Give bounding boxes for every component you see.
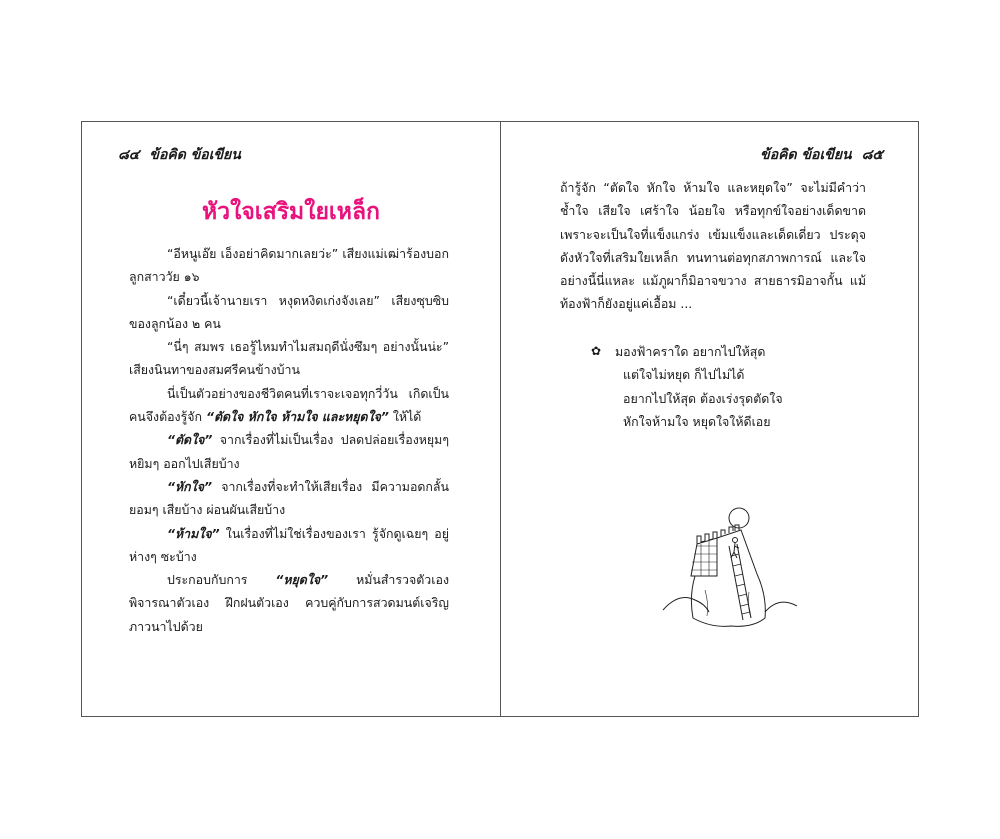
right-page-header bbox=[760, 144, 883, 166]
poem-line: หักใจห้ามใจ หยุดใจให้ดีเอย bbox=[623, 413, 771, 429]
flower-bullet-icon: ✿ bbox=[591, 344, 602, 358]
left-running-title: ข้อคิด ข้อเขียน bbox=[149, 147, 241, 163]
left-page bbox=[82, 122, 500, 716]
right-page-body bbox=[560, 176, 866, 316]
paragraph bbox=[129, 475, 449, 522]
paragraph bbox=[129, 382, 449, 429]
left-page-body bbox=[129, 242, 449, 638]
chapter-title: หัวใจเสริมใยเหล็ก bbox=[202, 199, 380, 225]
paragraph bbox=[129, 568, 449, 638]
paragraph bbox=[129, 522, 449, 569]
paragraph: “นี่ๆ สมพร เธอรู้ไหมทำไมสมฤดีนั่งซึมๆ อย่างนั้นน่ะ” เสียงนินทาของสมศรีคนข้างบ้าน bbox=[129, 339, 449, 378]
emphasis: “ห้ามใจ” bbox=[167, 525, 220, 541]
paragraph-text: หมั่นสำรวจตัวเอง พิจารณาตัวเอง ฝึกฝนตัวเอง ควบคู่กับการสวดมนต์เจริญภาวนาไปด้วย bbox=[129, 572, 449, 634]
paragraph: “เดี๋ยวนี้เจ้านายเรา หงุดหงิดเก่งจังเลย” เสียงซุบซิบของลูกน้อง ๒ คน bbox=[129, 292, 449, 331]
poem-line: อยากไปให้สุด ต้องเร่งรุดตัดใจ bbox=[623, 390, 783, 406]
paragraph-text: นี่เป็นตัวอย่างของชีวิตคนที่เราจะเจอทุกวี่วัน เกิดเป็นคนจึงต้องรู้จัก bbox=[129, 385, 449, 425]
paragraph-text: จากเรื่องที่ไม่เป็นเรื่อง ปลดปล่อยเรื่องหยุมๆ หยิมๆ ออกไปเสียบ้าง bbox=[129, 432, 449, 471]
emphasis: “หักใจ” bbox=[167, 478, 212, 494]
poem-line: แต่ใจไม่หยุด ก็ไปไม่ได้ bbox=[623, 367, 745, 383]
emphasis: “ตัดใจ” bbox=[167, 432, 213, 448]
right-running-title: ข้อคิด ข้อเขียน bbox=[760, 147, 852, 163]
emphasis: “หยุดใจ” bbox=[275, 572, 329, 588]
right-page-number: ๘๕ bbox=[861, 147, 883, 163]
paragraph-text: ในเรื่องที่ไม่ใช่เรื่องของเรา รู้จักดูเฉยๆ อยู่ห่างๆ ซะบ้าง bbox=[129, 525, 449, 564]
paragraph bbox=[129, 428, 449, 475]
left-page-header bbox=[118, 144, 251, 166]
book-spread bbox=[81, 121, 919, 717]
right-page bbox=[501, 122, 919, 716]
paragraph: ถ้ารู้จัก “ตัดใจ หักใจ ห้ามใจ และหยุดใจ” จะไม่มีคำว่าช้ำใจ เสียใจ เศร้าใจ น้อยใจ หรือทุกข์ใจอย่างเด็ดขาด เพราะจะเป็นใจที่แข็งแกร่ง เข้มแข็งและเด็ดเดี่ยว ประดุจดังหัวใจที่เสริมใยเหล็ก ทนทานต่อทุกสภาพการณ์ และใจอย่างนี้นี่แหละ แม้ภูผาก็มิอาจขวาง สายธารมิอาจกั้น แม้ท้องฟ้าก็ยังอยู่แค่เอื้อม ... bbox=[560, 180, 866, 312]
paragraph-text: ประกอบกับการ bbox=[167, 572, 248, 588]
paragraph-text: ให้ได้ bbox=[392, 409, 422, 425]
emphasis: “ตัดใจ หักใจ ห้ามใจ และหยุดใจ” bbox=[205, 409, 389, 425]
left-page-number: ๘๔ bbox=[118, 147, 140, 163]
paragraph-text: จากเรื่องที่จะทำให้เสียเรื่อง มีความอดกลั้นยอมๆ เสียบ้าง ผ่อนผันเสียบ้าง bbox=[129, 478, 449, 518]
poem-line: มองฟ้าคราใด อยากไปให้สุด bbox=[615, 344, 766, 359]
climber-on-tower-sketch-icon bbox=[661, 500, 801, 640]
poem bbox=[591, 340, 783, 433]
paragraph: “อีหนูเอ๊ย เอ็งอย่าคิดมากเลยว่ะ” เสียงแม่เฒ่าร้องบอกลูกสาววัย ๑๖ bbox=[129, 246, 449, 285]
